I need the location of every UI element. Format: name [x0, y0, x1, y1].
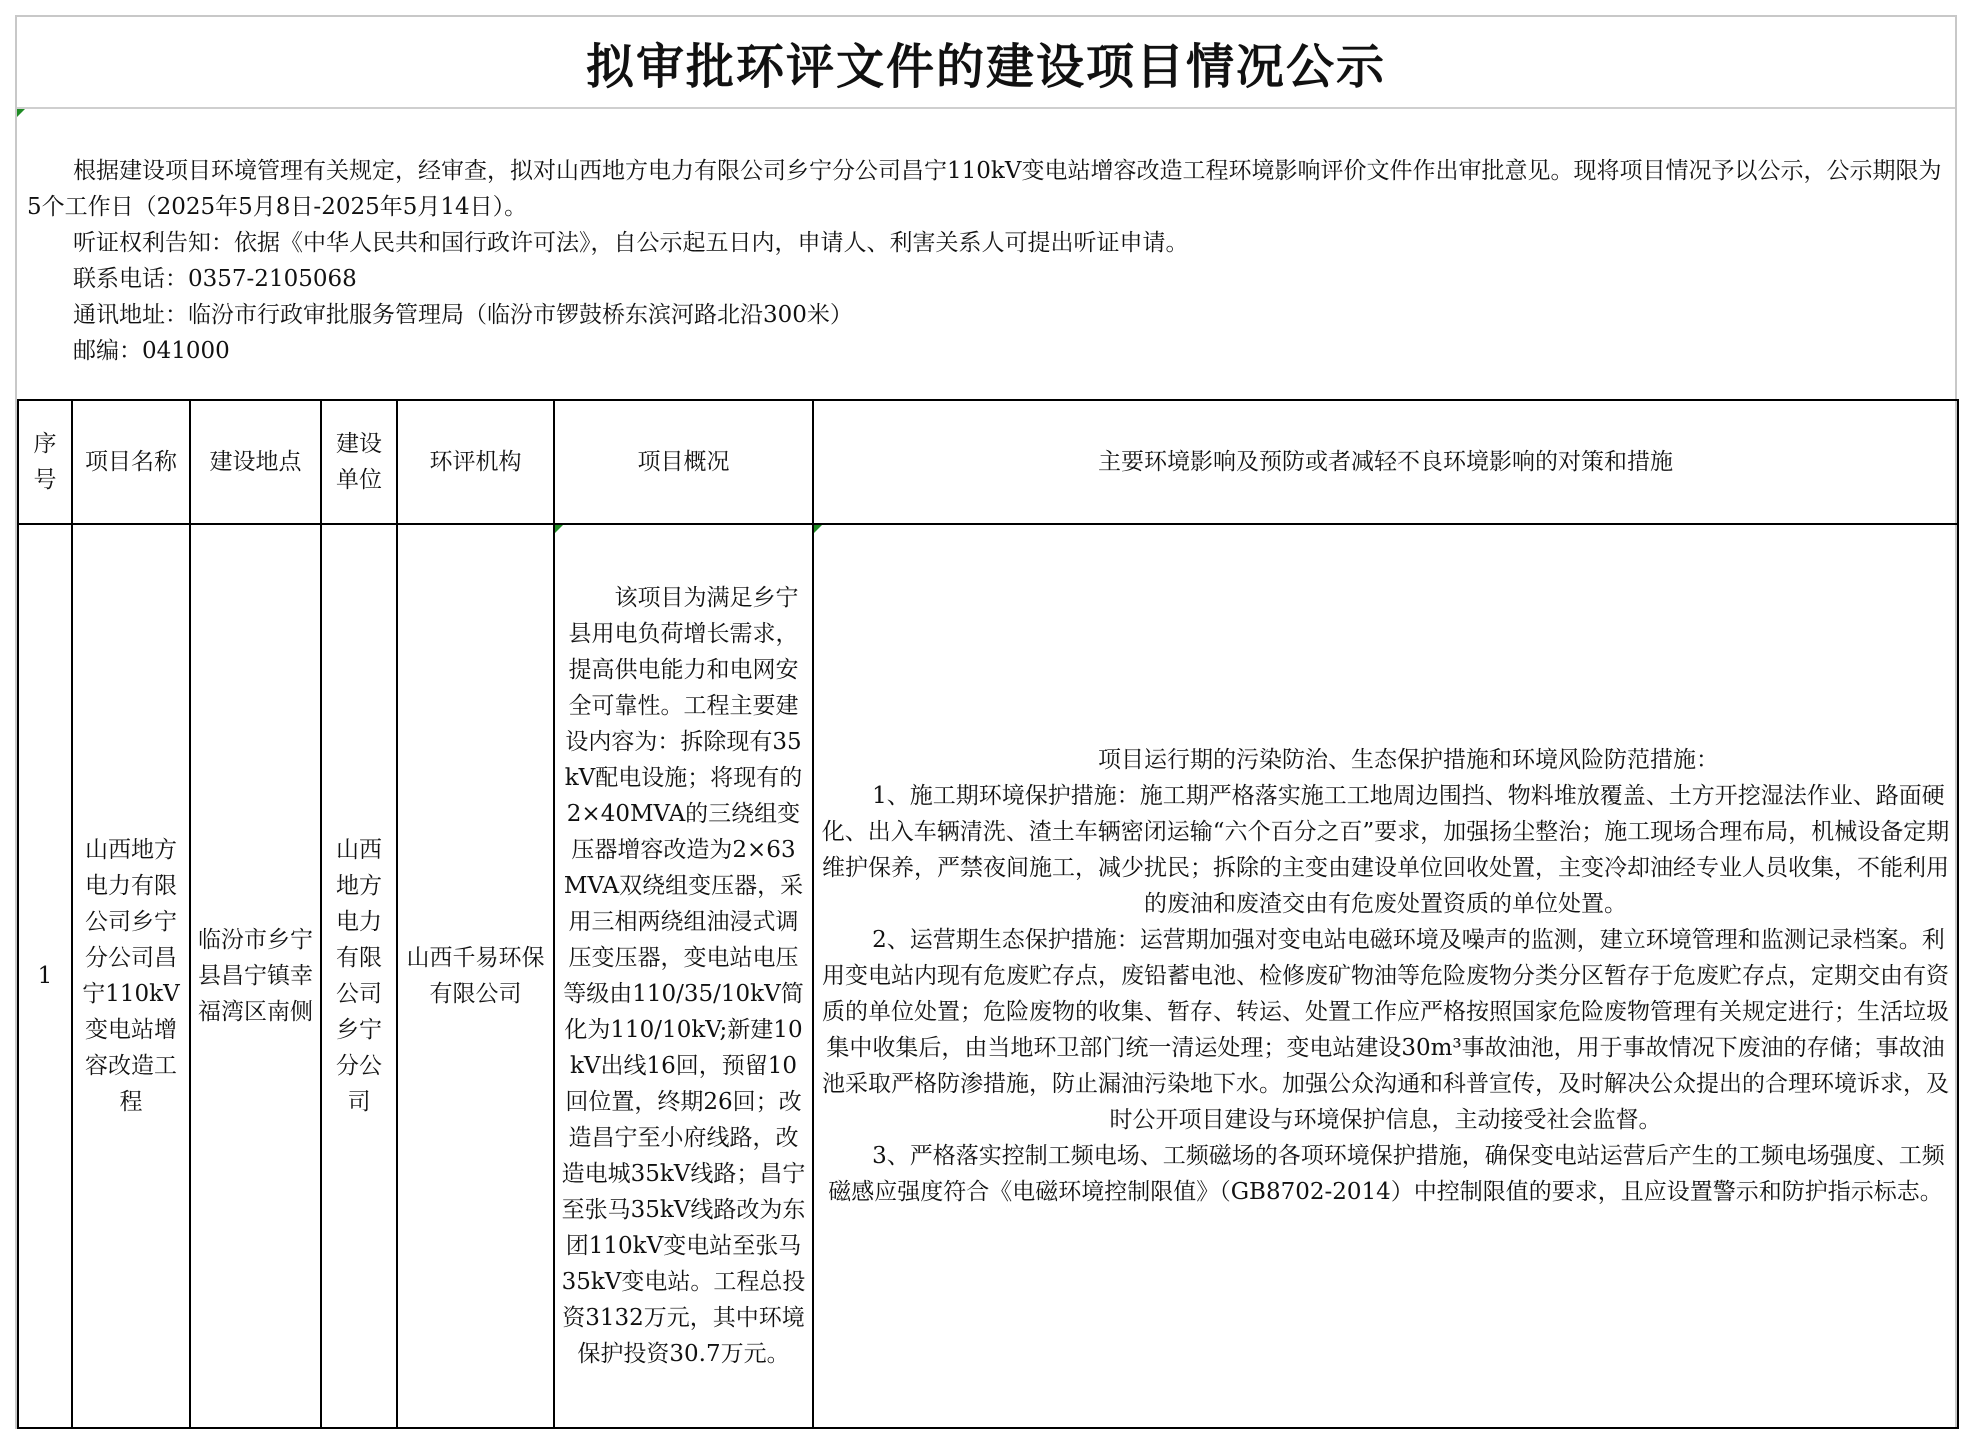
table-header-row — [18, 400, 1958, 524]
measures-item-2: 2、运营期生态保护措施：运营期加强对变电站电磁环境及噪声的监测，建立环境管理和监测记录档案。利用变电站内现有危废贮存点，废铅蓄电池、检修废矿物油等危险废物分类分区暂存于危废贮存点，定期交由有资质的单位处置；危险废物的收集、暂存、转运、处置工作应严格按照国家危险废物管理有关规定进行；生活垃圾集中收集后，由当地环卫部门统一清运处理；变电站建设30m³事故油池，用于事故情况下废油的存储；事故油池采取严格防渗措施，防止漏油污染地下水。加强公众沟通和科普宣传，及时解决公众提出的合理环境诉求，及时公开项目建设与环境保护信息，主动接受社会监督。 — [822, 927, 1949, 1133]
summary-text: 该项目为满足乡宁县用电负荷增长需求，提高供电能力和电网安全可靠性。工程主要建设内容为：拆除现有35kV配电设施；将现有的2×40MVA的三绕组变压器增容改造为2×63MVA双绕组变压器，采用三相两绕组油浸式调压变压器，变电站电压等级由110/35/10kV简化为110/10kV;新建10 kV出线16回，预留10回位置，终期26回；改造昌宁至小府线路，改造电城35kV线路；昌宁至张马35kV线路改为东团110kV变电站至张马35kV变电站。工程总投资3132万元，其中环境保护投资30.7万元。 — [561, 585, 806, 1367]
cell-comment-marker — [814, 525, 822, 533]
notice-address: 通讯地址：临汾市行政审批服务管理局（临汾市锣鼓桥东滨河路北沿300米） — [73, 302, 853, 328]
table-row — [18, 524, 1958, 1428]
header-seq: 序号 — [18, 400, 72, 524]
project-table — [17, 399, 1959, 1429]
header-location: 建设地点 — [190, 400, 321, 524]
notice-block — [17, 109, 1955, 399]
notice-intro: 根据建设项目环境管理有关规定，经审查，拟对山西地方电力有限公司乡宁分公司昌宁110kV变电站增容改造工程环境影响评价文件作出审批意见。现将项目情况予以公示，公示期限为5个工作日（2025年5月8日-2025年5月14日）。 — [27, 158, 1942, 220]
notice-phone: 联系电话：0357-2105068 — [73, 266, 357, 292]
notice-postcode: 邮编：041000 — [73, 338, 230, 364]
cell-agency: 山西千易环保有限公司 — [397, 524, 554, 1428]
header-agency: 环评机构 — [397, 400, 554, 524]
page-title: 拟审批环评文件的建设项目情况公示 — [585, 38, 1386, 95]
announcement-sheet — [15, 15, 1957, 1429]
notice-hearing: 听证权利告知：依据《中华人民共和国行政许可法》，自公示起五日内，申请人、利害关系人可提出听证申请。 — [73, 230, 1189, 256]
measures-lead: 项目运行期的污染防治、生态保护措施和环境风险防范措施： — [1098, 747, 1719, 773]
cell-location: 临汾市乡宁县昌宁镇幸福湾区南侧 — [190, 524, 321, 1428]
header-name: 项目名称 — [72, 400, 190, 524]
header-summary: 项目概况 — [554, 400, 813, 524]
cell-summary — [554, 524, 813, 1428]
header-measures: 主要环境影响及预防或者减轻不良环境影响的对策和措施 — [813, 400, 1958, 524]
measures-item-1: 1、施工期环境保护措施：施工期严格落实施工工地周边围挡、物料堆放覆盖、土方开挖湿法作业、路面硬化、出入车辆清洗、渣土车辆密闭运输“六个百分之百”要求，加强扬尘整治；施工现场合理布局，机械设备定期维护保养，严禁夜间施工，减少扰民；拆除的主变由建设单位回收处置，主变冷却油经专业人员收集，不能利用的废油和废渣交由有危废处置资质的单位处置。 — [821, 783, 1950, 917]
cell-measures — [813, 524, 1958, 1428]
title-band — [17, 17, 1955, 109]
cell-name: 山西地方电力有限公司乡宁分公司昌宁110kV变电站增容改造工程 — [72, 524, 190, 1428]
cell-unit: 山西地方电力有限公司乡宁分公司 — [321, 524, 397, 1428]
header-unit: 建设单位 — [321, 400, 397, 524]
measures-item-3: 3、严格落实控制工频电场、工频磁场的各项环境保护措施，确保变电站运营后产生的工频电场强度、工频磁感应强度符合《电磁环境控制限值》（GB8702-2014）中控制限值的要求，且应设置警示和防护指示标志。 — [828, 1143, 1945, 1205]
cell-seq: 1 — [18, 524, 72, 1428]
cell-comment-marker — [555, 525, 563, 533]
